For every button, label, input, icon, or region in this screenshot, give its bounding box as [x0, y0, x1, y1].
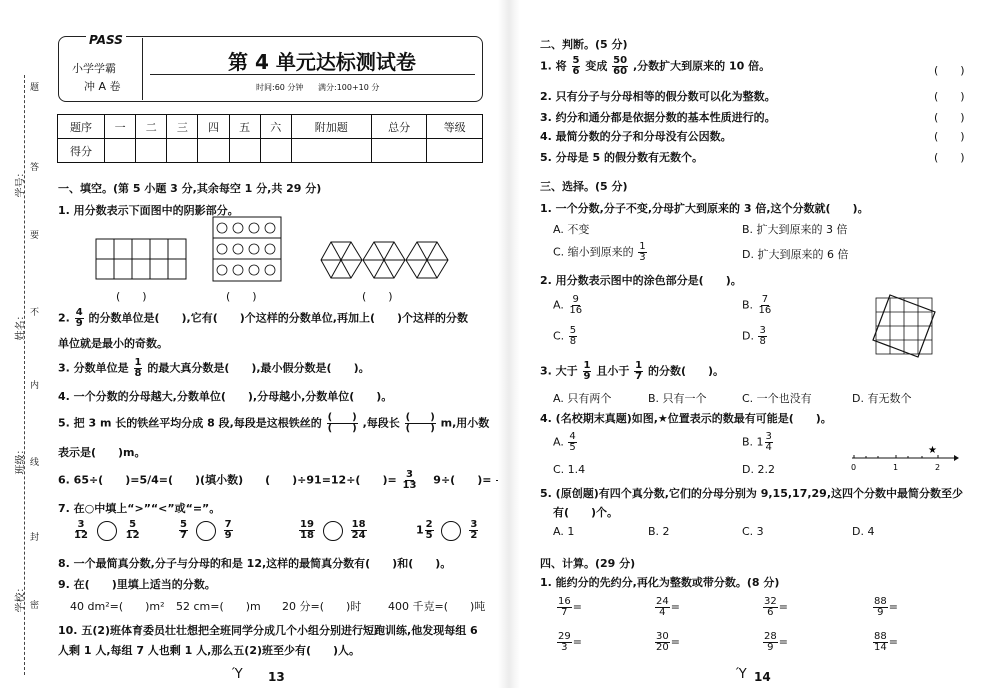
fraction [765, 432, 773, 453]
denominator: ( ) [327, 423, 357, 434]
fraction [179, 520, 188, 541]
denominator: 7 [561, 607, 568, 618]
q3-text-a: 3. 分数单位是 [58, 361, 129, 375]
choice-option[interactable]: A. 1 [553, 525, 575, 538]
choice-option[interactable]: C. 1.4 [553, 463, 586, 476]
denominator: 20 [656, 642, 669, 653]
table-cell: 四 [198, 115, 229, 139]
score-input-cell[interactable] [371, 139, 427, 163]
denominator: 60 [613, 66, 628, 77]
choice-option[interactable] [742, 432, 774, 453]
choice-option[interactable]: D. 有无数个 [852, 392, 912, 405]
denominator: 16 [569, 305, 583, 316]
denominator: 18 [300, 530, 314, 541]
choice-option[interactable] [553, 432, 578, 453]
denominator: 3 [639, 252, 646, 263]
binding-char: 不 [30, 308, 40, 318]
calc-item[interactable]: $\frac{88}{14}$ = [874, 631, 898, 653]
q9-item[interactable]: 40 dm²=( )m² [70, 600, 165, 613]
numerator: 3 [765, 431, 772, 442]
numerator: 5 [129, 519, 137, 530]
option-key: A. [553, 435, 564, 449]
q6-text-b: 9÷( )= [422, 473, 492, 487]
page-title: 第 4 单元达标测试卷 [228, 50, 416, 74]
numerator: 5 [572, 55, 580, 66]
answer-paren[interactable]: ( ) [934, 151, 965, 164]
numerator: 4 [75, 307, 83, 318]
q9-line: 9. 在( )里填上适当的分数。 [58, 578, 216, 591]
q2-text: 的分数单位是( ),它有( )个这样的分数单位,再加上( )个这样的分数 [88, 311, 469, 325]
q7-pair [72, 520, 142, 541]
denominator: 9 [224, 530, 232, 541]
calc-item[interactable]: $\frac{29}{3}$ = [558, 631, 582, 653]
numerator: 29 [558, 631, 571, 642]
numerator: 5 [569, 325, 577, 336]
numerator: 19 [300, 519, 314, 530]
denominator: 8 [759, 336, 766, 347]
numerator: 3 [406, 469, 413, 480]
denominator: 9 [877, 607, 884, 618]
calc-item[interactable]: $\frac{32}{6}$ = [764, 596, 788, 618]
score-input-cell[interactable] [198, 139, 229, 163]
numerator: 3 [470, 519, 478, 530]
compare-circle[interactable] [441, 521, 461, 541]
q3-text-b: 的最大真分数是( ),最小假分数是( )。 [147, 361, 370, 375]
q5-text-b: ,每段长 [362, 416, 400, 430]
star-marker-icon: ★ [928, 445, 937, 456]
denominator: 12 [125, 530, 140, 541]
name-label: 姓名： [15, 310, 27, 341]
score-input-cell[interactable] [427, 139, 483, 163]
brand-logo: PASS [86, 33, 126, 47]
denominator: 6 [572, 66, 580, 77]
option-key: B. 1 [742, 435, 764, 449]
q4-line: 4. 一个分数的分母越大,分数单位( ),分母越小,分数单位( )。 [58, 390, 393, 403]
denominator: 3 [561, 642, 568, 653]
series-line2: 冲 A 卷 [84, 80, 121, 93]
section2-heading: 二、判断。(5 分) [540, 38, 628, 51]
fraction [568, 295, 583, 316]
choice-option[interactable] [553, 295, 584, 316]
denominator: 13 [402, 480, 417, 491]
q1-hexagons-figure [320, 240, 450, 280]
choice-1: 1. 一个分数,分子不变,分母扩大到原来的 3 倍,这个分数就( )。 [540, 202, 869, 215]
binding-char: 要 [30, 231, 40, 241]
option-key: C. [553, 329, 565, 343]
calc-item[interactable]: $\frac{30}{20}$ = [656, 631, 680, 653]
fraction [583, 361, 592, 382]
fraction [758, 295, 773, 316]
fraction [402, 470, 418, 491]
score-input-cell[interactable] [167, 139, 198, 163]
choice-3 [540, 361, 724, 382]
score-table-header-row [58, 115, 483, 139]
denominator: 8 [134, 368, 142, 379]
numerator: 3 [759, 325, 766, 336]
calc-item[interactable]: $\frac{24}{4}$ = [656, 596, 680, 618]
calc-title: 1. 能约分的先约分,再化为整数或带分数。(8 分) [540, 576, 780, 589]
numerator: 1 [635, 360, 643, 371]
table-cell: 五 [229, 115, 260, 139]
calc-item[interactable]: $\frac{28}{9}$ = [764, 631, 788, 653]
table-cell: 六 [260, 115, 291, 139]
denominator: 5 [425, 530, 433, 541]
q5-text-a: 5. 把 3 m 长的铁丝平均分成 8 段,每段是这根铁丝的 [58, 416, 322, 430]
choice-option[interactable]: B. 2 [648, 525, 670, 538]
numerator: 4 [569, 431, 576, 442]
denominator: 7 [180, 530, 187, 541]
q5-text-c: m,用小数 [440, 416, 490, 430]
q6-line [58, 470, 506, 491]
fraction [569, 326, 577, 347]
q1-apples-figure [212, 216, 282, 282]
numerator: 9 [572, 294, 579, 305]
choice-5-line2: 有( )个。 [553, 506, 619, 519]
q9-item[interactable]: 20 分=( )时 [282, 600, 362, 613]
binding-strip [0, 0, 46, 688]
denominator: 16 [758, 305, 772, 316]
fraction [134, 358, 143, 379]
choice-option[interactable] [553, 242, 648, 263]
fraction [224, 520, 233, 541]
denominator: 2 [470, 530, 478, 541]
exam-time: 时间:60 分钟 [256, 83, 304, 92]
table-cell: 题序 [58, 115, 105, 139]
calc-item[interactable]: $\frac{16}{7}$ = [558, 596, 582, 618]
q7-pair [416, 520, 479, 541]
title-rule [150, 74, 475, 75]
q5-line2: 表示是( )m。 [58, 446, 146, 459]
score-table-score-row [58, 139, 483, 163]
choice-text: 且小于 [596, 364, 630, 378]
table-cell: 等级 [427, 115, 483, 139]
score-input-cell[interactable] [229, 139, 260, 163]
compare-circle[interactable] [323, 521, 343, 541]
table-cell: 一 [105, 115, 136, 139]
judge-text: 变成 [585, 59, 608, 73]
fraction [75, 308, 84, 329]
series-line1: 小学学霸 [72, 62, 116, 75]
denominator: 4 [659, 607, 666, 618]
q10-line1: 10. 五(2)班体育委员壮壮想把全班同学分成几个小组分别进行短跑训练,他发现每组 6 [58, 624, 478, 637]
binding-char: 题 [30, 83, 40, 93]
section1-heading: 一、填空。(第 5 小题 3 分,其余每空 1 分,共 29 分) [58, 182, 322, 195]
score-input-cell[interactable] [136, 139, 167, 163]
calc-item[interactable]: $\frac{88}{9}$ = [874, 596, 898, 618]
denominator: 9 [583, 371, 591, 382]
q2-label: 2. [58, 311, 70, 325]
fraction [634, 361, 643, 382]
page-ornament-left: Ύ [232, 667, 243, 682]
choice-option[interactable]: C. 3 [742, 525, 764, 538]
numerator: 1 [134, 357, 142, 368]
denominator: 24 [351, 530, 366, 541]
choice-option[interactable] [553, 326, 578, 347]
school-label: 学校： [15, 582, 27, 613]
binding-char: 密 [30, 601, 40, 611]
binding-char: 内 [30, 381, 40, 391]
compare-circle[interactable] [97, 521, 117, 541]
numerator: 1 [583, 360, 591, 371]
q7-pair [178, 520, 234, 541]
fraction-blank[interactable] [327, 413, 358, 434]
q1-blank[interactable]: ( ) [116, 290, 147, 303]
section4-heading: 四、计算。(29 分) [540, 557, 636, 570]
fraction-blank[interactable] [405, 413, 436, 434]
choice-2: 2. 用分数表示图中的涂色部分是( )。 [540, 274, 742, 287]
q1-blank[interactable]: ( ) [362, 290, 393, 303]
answer-paren[interactable]: ( ) [934, 64, 965, 77]
table-cell: 三 [167, 115, 198, 139]
denominator: 7 [635, 371, 643, 382]
numerator: 1 [639, 241, 646, 252]
numerator: 88 [874, 631, 887, 642]
fraction [351, 520, 367, 541]
q9-item[interactable]: 52 cm=( )m [176, 600, 261, 613]
score-input-cell[interactable] [260, 139, 291, 163]
denominator: 9 [75, 318, 83, 329]
fraction [73, 520, 89, 541]
fraction [758, 326, 766, 347]
choice-option[interactable] [742, 326, 768, 347]
numerator: 50 [613, 55, 628, 66]
answer-paren[interactable]: ( ) [934, 90, 965, 103]
answer-paren[interactable]: ( ) [934, 130, 965, 143]
option-key: D. [742, 329, 754, 343]
judge-5: 5. 分母是 5 的假分数有无数个。 [540, 151, 703, 164]
choice-text: 3. 大于 [540, 364, 578, 378]
q6-text-a: 6. 65÷( )=5/4=( )(填小数) ( )÷91=12÷( )= [58, 473, 397, 487]
score-table [57, 114, 483, 163]
score-input-cell[interactable] [291, 139, 371, 163]
q10-line2: 人剩 1 人,每组 7 人也剩 1 人,那么五(2)班至少有( )人。 [58, 644, 361, 657]
fraction [638, 242, 646, 263]
q1-grid-figure [95, 238, 187, 280]
choice-option[interactable]: B. 只有一个 [648, 392, 707, 405]
numline-label: 1 [893, 463, 899, 472]
judge-text: ,分数扩大到原来的 10 倍。 [632, 59, 771, 73]
q9-item[interactable]: 400 千克=( )吨 [388, 600, 486, 613]
fraction [299, 520, 315, 541]
numerator: 18 [351, 519, 366, 530]
numerator: 30 [656, 631, 669, 642]
c2-shaded-square-figure [872, 294, 938, 358]
exam-score: 满分:100+10 分 [318, 83, 380, 92]
numerator: 24 [656, 596, 669, 607]
numerator: 32 [764, 596, 777, 607]
q7-pair [298, 520, 368, 541]
choice-option[interactable]: A. 不变 [553, 223, 590, 236]
page-number-left: 13 [268, 670, 285, 684]
choice-4: 4. (名校期末真题)如图,★位置表示的数最有可能是( )。 [540, 412, 832, 425]
score-input-cell[interactable] [105, 139, 136, 163]
numerator: 7 [761, 294, 769, 305]
numerator: 88 [874, 596, 887, 607]
denominator: 12 [74, 530, 88, 541]
numline-label: 2 [935, 463, 941, 472]
q1-text: 1. 用分数表示下面图中的阴影部分。 [58, 204, 239, 217]
judge-1 [540, 56, 770, 77]
fraction [425, 520, 434, 541]
choice-option[interactable]: D. 4 [852, 525, 875, 538]
choice-option[interactable] [742, 295, 773, 316]
denominator: 9 [767, 642, 774, 653]
fraction [612, 56, 628, 77]
table-cell: 附加题 [291, 115, 371, 139]
table-cell: 得分 [58, 139, 105, 163]
denominator: 5 [569, 442, 576, 453]
binding-char: 答 [30, 163, 40, 173]
q2-line2: 单位就是最小的奇数。 [58, 337, 168, 350]
judge-text: 1. 将 [540, 59, 567, 73]
choice-option[interactable]: D. 扩大到原来的 6 倍 [742, 248, 849, 261]
section3-heading: 三、选择。(5 分) [540, 180, 628, 193]
denominator: 4 [765, 442, 772, 453]
q2-line1 [58, 308, 468, 329]
numerator: ( ) [327, 412, 357, 423]
number-line-figure [846, 440, 960, 474]
choice-option[interactable]: B. 扩大到原来的 3 倍 [742, 223, 848, 236]
q7-line: 7. 在○中填上“>”“<”或“=”。 [58, 502, 221, 515]
center-fold [498, 0, 520, 688]
fraction [469, 520, 478, 541]
choice-option[interactable]: A. 只有两个 [553, 392, 612, 405]
numerator: 16 [558, 596, 571, 607]
answer-paren[interactable]: ( ) [934, 111, 965, 124]
fraction [125, 520, 141, 541]
fraction [568, 432, 576, 453]
numerator: 3 [77, 519, 85, 530]
choice-option[interactable]: C. 一个也没有 [742, 392, 812, 405]
judge-3: 3. 约分和通分都是依据分数的基本性质进行的。 [540, 111, 776, 124]
choice-5-line1: 5. (原创题)有四个真分数,它们的分母分别为 9,15,17,29,这四个分数中最简分数至少 [540, 487, 964, 500]
table-cell: 总分 [371, 115, 427, 139]
numerator: 7 [224, 519, 232, 530]
denominator: 6 [767, 607, 774, 618]
page-number-right: 14 [754, 670, 771, 684]
table-cell: 二 [136, 115, 167, 139]
q3-line [58, 358, 370, 379]
numerator: 2 [425, 519, 433, 530]
student-id-label: 学号： [15, 167, 27, 198]
judge-4: 4. 最简分数的分子和分母没有公因数。 [540, 130, 732, 143]
compare-circle[interactable] [196, 521, 216, 541]
judge-2: 2. 只有分子与分母相等的假分数可以化为整数。 [540, 90, 776, 103]
option-text: C. 缩小到原来的 [553, 245, 634, 259]
denominator: 14 [874, 642, 887, 653]
whole-number: 1 [416, 523, 424, 537]
option-key: B. [742, 298, 754, 312]
q1-blank[interactable]: ( ) [226, 290, 257, 303]
choice-option[interactable]: D. 2.2 [742, 463, 775, 476]
choice-text: 的分数( )。 [647, 364, 725, 378]
binding-char: 封 [30, 533, 40, 543]
option-key: A. [553, 298, 564, 312]
class-label: 班级： [15, 444, 27, 475]
numerator: ( ) [405, 412, 435, 423]
page-ornament-right: Ύ [736, 667, 747, 682]
binding-char: 线 [30, 458, 40, 468]
series-divider [142, 38, 143, 100]
numerator: 5 [180, 519, 187, 530]
denominator: ( ) [405, 423, 435, 434]
numline-label: 0 [851, 463, 857, 472]
numerator: 28 [764, 631, 777, 642]
fraction [572, 56, 581, 77]
q8-line: 8. 一个最简真分数,分子与分母的和是 12,这样的最简真分数有( )和( )。 [58, 557, 452, 570]
q5-line1 [58, 413, 489, 434]
denominator: 8 [569, 336, 577, 347]
